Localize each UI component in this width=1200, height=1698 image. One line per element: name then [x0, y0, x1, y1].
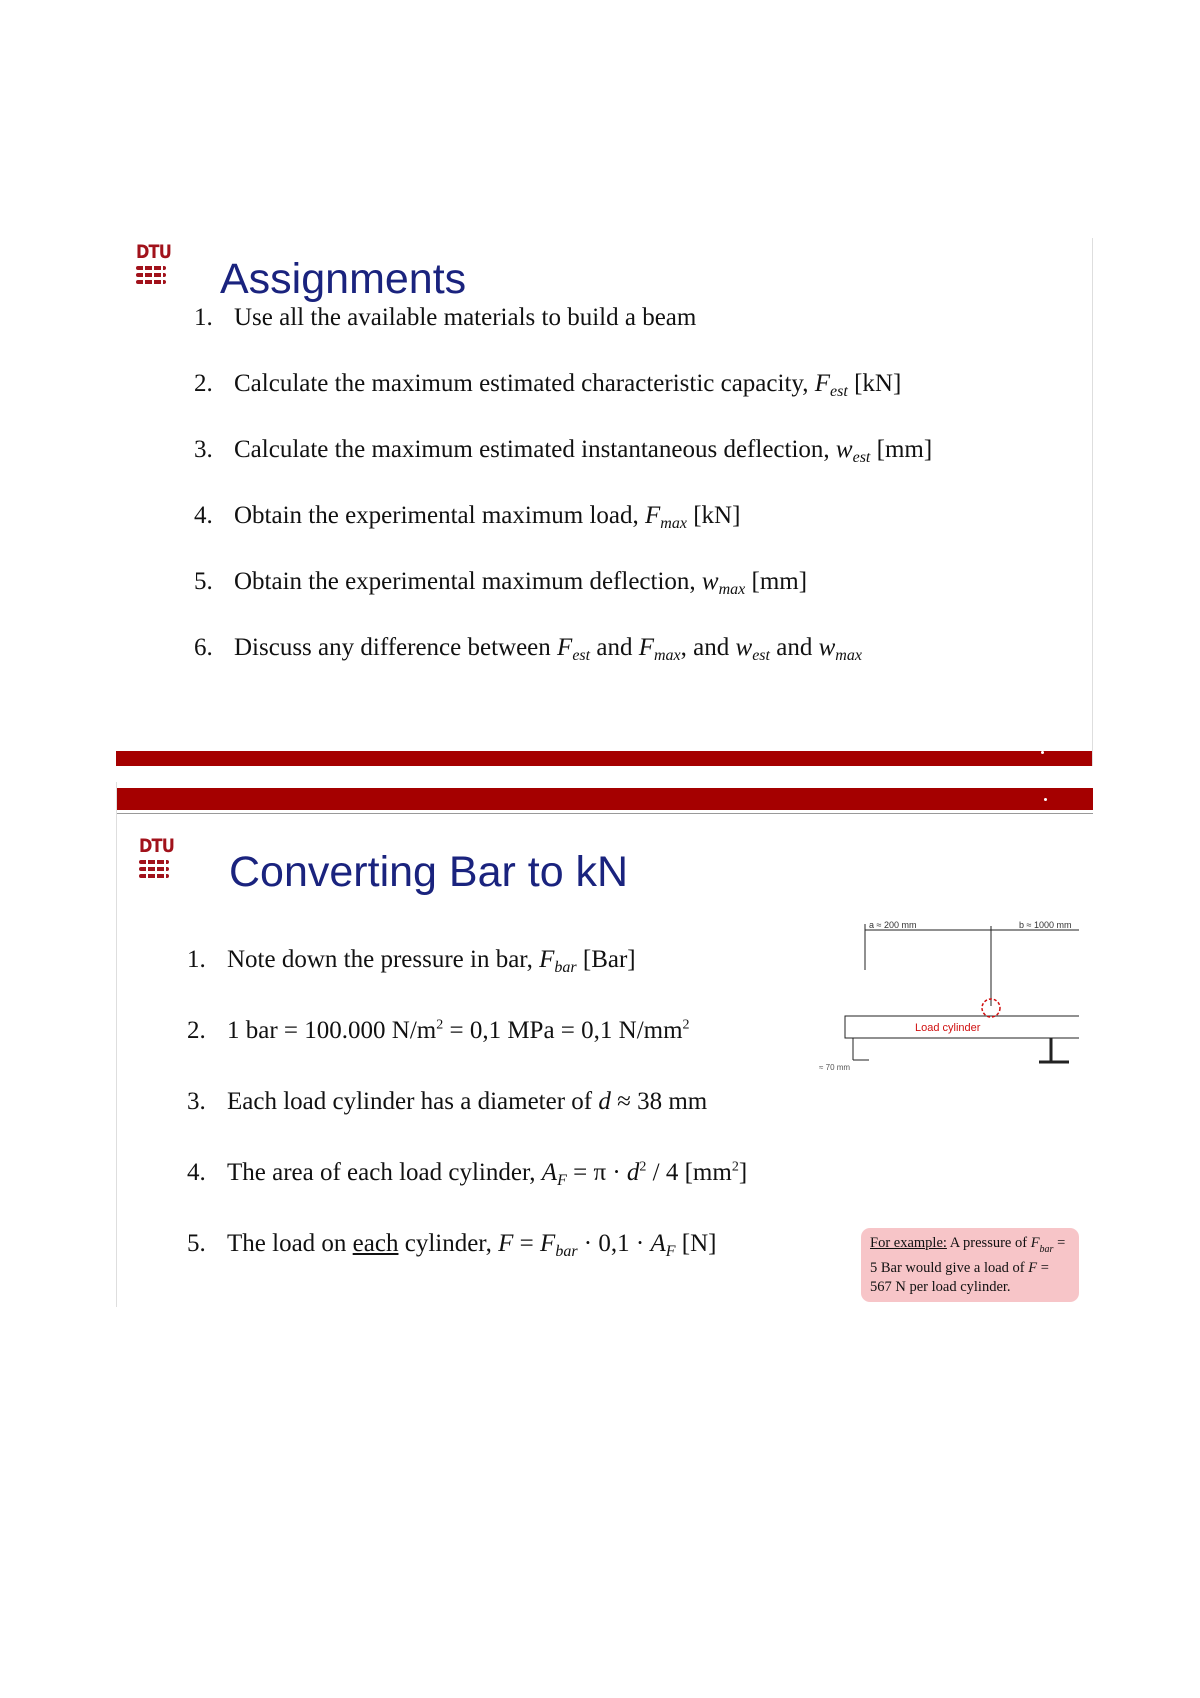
list-item: [187, 1017, 690, 1045]
item-text: = π ·: [566, 1159, 627, 1186]
item-text: ≈ 38 mm: [610, 1088, 708, 1115]
symbol: F: [638, 634, 654, 661]
item-text: Obtain the experimental maximum deflection,: [234, 568, 702, 595]
dtu-logo: [139, 836, 173, 881]
header-rule: [117, 813, 1093, 814]
unit: [Bar]: [576, 946, 636, 973]
subscript: F: [557, 1172, 567, 1189]
item-text: / 4 [mm: [646, 1159, 732, 1186]
subscript: max: [653, 647, 681, 664]
item-text: The load on: [227, 1230, 353, 1257]
subscript: max: [718, 581, 746, 598]
symbol: d: [598, 1088, 611, 1115]
subscript: est: [572, 647, 591, 664]
symbol: d: [626, 1159, 640, 1186]
item-text: , and: [680, 634, 736, 661]
symbol: F: [1028, 1260, 1038, 1276]
item-text: Use all the available materials to build a beam: [234, 304, 697, 331]
unit: [kN]: [686, 502, 741, 529]
list-item: [194, 568, 807, 599]
superscript: 2: [436, 1017, 444, 1033]
symbol: F: [540, 1230, 556, 1257]
item-text: [N]: [675, 1230, 717, 1257]
list-item: [194, 436, 932, 467]
footer-bar: [116, 751, 1092, 766]
superscript: 2: [682, 1017, 690, 1033]
slide-assignments: [116, 238, 1093, 766]
header-dot: [1044, 798, 1047, 801]
logo-text: DTU: [139, 835, 174, 857]
list-item: [194, 502, 740, 533]
logo-lines-icon: [136, 266, 170, 284]
subscript: bar: [1039, 1244, 1054, 1255]
item-number: 5.: [187, 1230, 206, 1257]
item-number: 2.: [194, 370, 213, 397]
slide-title: Assignments: [220, 255, 467, 303]
dimension-a-label: a ≈ 200 mm: [869, 920, 917, 930]
symbol: F: [498, 1230, 514, 1257]
note-text: = 567 N per load cylinder.: [870, 1260, 1049, 1295]
list-item: [187, 1088, 707, 1116]
superscript: 2: [731, 1159, 739, 1175]
unit: [kN]: [847, 370, 902, 397]
item-text: Note down the pressure in bar,: [227, 946, 540, 973]
symbol: F: [645, 502, 661, 529]
item-number: 4.: [194, 502, 213, 529]
subscript: bar: [554, 959, 577, 976]
load-cylinder-label: Load cylinder: [915, 1022, 981, 1034]
item-text: cylinder,: [398, 1230, 499, 1257]
list-item: [187, 1230, 716, 1261]
subscript: bar: [555, 1243, 578, 1260]
dimension-c-label: ≈ 70 mm: [819, 1063, 851, 1072]
item-text: =: [513, 1230, 541, 1257]
unit: [mm]: [745, 568, 808, 595]
item-text: · 0,1 ·: [577, 1230, 651, 1257]
symbol: w: [835, 436, 853, 463]
subscript: max: [835, 647, 862, 664]
item-text: Obtain the experimental maximum load,: [234, 502, 645, 529]
symbol: F: [539, 946, 555, 973]
dimension-b-label: b ≈ 1000 mm: [1019, 920, 1072, 930]
slide-converting-bar: [116, 782, 1093, 1307]
symbol: w: [735, 634, 753, 661]
underlined-text: each: [352, 1230, 399, 1257]
list-item: [194, 634, 862, 665]
item-number: 4.: [187, 1159, 206, 1186]
list-item: [194, 370, 901, 401]
item-number: 1.: [187, 946, 206, 973]
item-text: Calculate the maximum estimated characteristic capacity,: [234, 370, 815, 397]
item-number: 3.: [194, 436, 213, 463]
item-text: 1 bar = 100.000 N/m: [227, 1017, 437, 1044]
superscript: 2: [639, 1159, 647, 1175]
item-text: = 0,1 MPa = 0,1 N/mm: [443, 1017, 683, 1044]
symbol: A: [541, 1159, 558, 1186]
beam-diagram: [779, 912, 1079, 1082]
item-number: 5.: [194, 568, 213, 595]
subscript: est: [852, 449, 871, 466]
slide-title: Converting Bar to kN: [229, 848, 629, 896]
example-note: [861, 1228, 1079, 1302]
item-text: The area of each load cylinder,: [227, 1159, 542, 1186]
symbol: A: [650, 1230, 666, 1257]
list-item: [187, 1159, 747, 1190]
footer-dot: [1041, 751, 1044, 754]
item-text: Calculate the maximum estimated instantaneous deflection,: [234, 436, 836, 463]
item-number: 1.: [194, 304, 213, 331]
item-number: 3.: [187, 1088, 206, 1115]
note-heading: For example:: [870, 1235, 947, 1251]
item-text: and: [769, 634, 819, 661]
logo-lines-icon: [139, 860, 173, 878]
symbol: F: [557, 634, 573, 661]
item-number: 2.: [187, 1017, 206, 1044]
dtu-logo: [136, 242, 170, 287]
item-text: Each load cylinder has a diameter of: [227, 1088, 599, 1115]
item-text: ]: [738, 1159, 748, 1186]
symbol: F: [814, 370, 831, 397]
item-text: and: [590, 634, 639, 661]
subscript: F: [665, 1243, 676, 1260]
item-text: Discuss any difference between: [234, 634, 558, 661]
subscript: max: [660, 515, 687, 532]
note-text: = 5 Bar would give a load of: [870, 1235, 1066, 1276]
note-text: A pressure of: [946, 1235, 1031, 1251]
list-item: [194, 304, 696, 332]
item-number: 6.: [194, 634, 213, 661]
symbol: w: [818, 634, 836, 661]
list-item: [187, 946, 636, 977]
header-bar: [117, 788, 1093, 810]
symbol: w: [701, 568, 719, 595]
symbol: F: [1030, 1235, 1040, 1251]
logo-text: DTU: [136, 241, 171, 263]
unit: [mm]: [870, 436, 933, 463]
subscript: est: [830, 383, 848, 400]
subscript: est: [752, 647, 770, 664]
